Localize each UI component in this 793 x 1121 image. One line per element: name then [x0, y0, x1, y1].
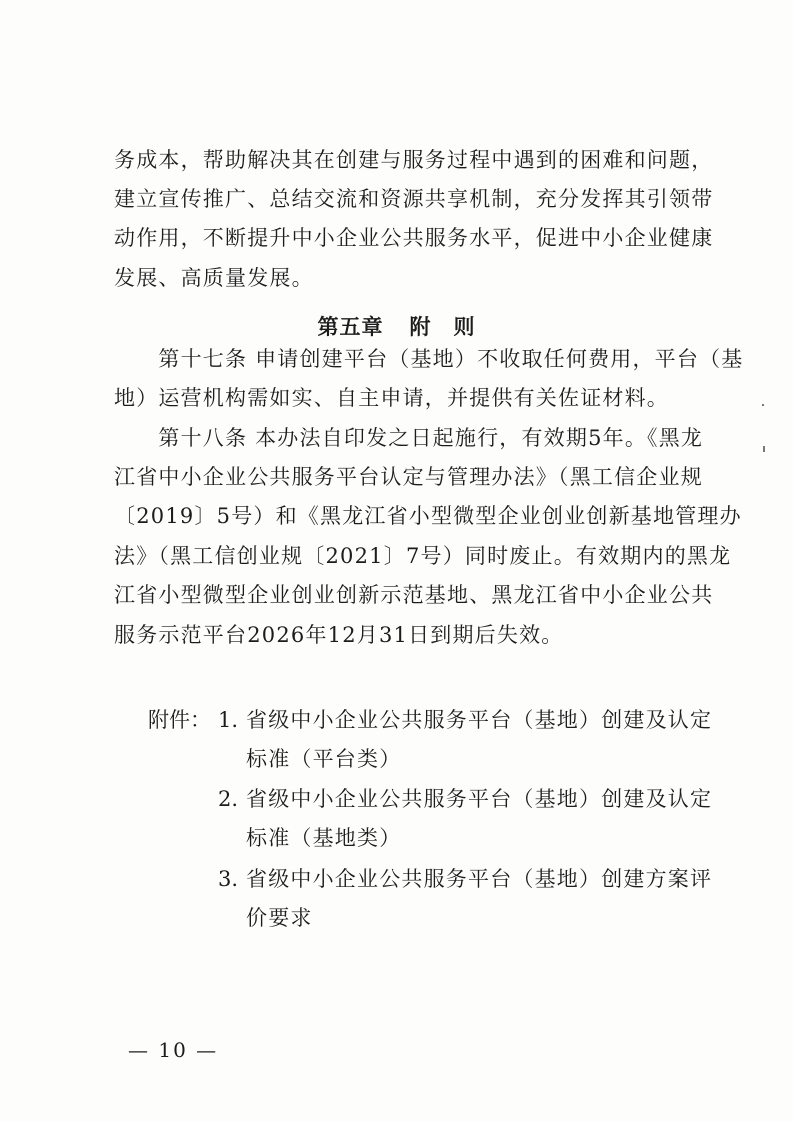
- chapter-number: 第五章: [317, 315, 384, 339]
- page-number: — 10 —: [128, 1038, 219, 1062]
- attachment-title-line: 标准（基地类）: [246, 826, 402, 850]
- article-17-line: 地）运营机构需如实、自主申请，并提供有关佐证材料。: [114, 386, 669, 410]
- attachment-number: 2.: [218, 787, 239, 811]
- attachment-title-line: 标准（平台类）: [246, 747, 402, 771]
- body-line: 建立宣传推广、总结交流和资源共享机制，充分发挥其引领带: [114, 187, 714, 211]
- article-18-line: 法》（黑工信创业规〔2021〕7号）同时废止。有效期内的黑龙: [114, 544, 732, 568]
- body-line: 发展、高质量发展。: [114, 266, 314, 290]
- attachment-number: 3.: [218, 867, 239, 891]
- article-17-line: 第十七条 申请创建平台（基地）不收取任何费用，平台（基: [114, 347, 744, 371]
- scan-speck: [762, 404, 764, 406]
- chapter-heading: [0, 311, 793, 341]
- article-18-line: 江省中小企业公共服务平台认定与管理办法》（黑工信企业规: [114, 465, 703, 489]
- article-18-line: 江省小型微型企业创业创新示范基地、黑龙江省中小企业公共: [114, 583, 714, 607]
- attachment-title-line: 省级中小企业公共服务平台（基地）创建及认定: [246, 787, 713, 811]
- article-18-line: 服务示范平台2026年12月31日到期后失效。: [114, 623, 564, 647]
- attachment-number: 1.: [218, 708, 239, 732]
- body-line: 动作用，不断提升中小企业公共服务水平，促进中小企业健康: [114, 226, 714, 250]
- chapter-title: 附 则: [409, 315, 476, 339]
- attachment-title-line: 省级中小企业公共服务平台（基地）创建及认定: [246, 708, 713, 732]
- attachment-title-line: 省级中小企业公共服务平台（基地）创建方案评: [246, 867, 713, 891]
- article-18-line: 〔2019〕5号）和《黑龙江省小型微型企业创业创新基地管理办: [114, 504, 742, 528]
- scan-speck: [763, 446, 765, 452]
- attachment-title-line: 价要求: [246, 906, 313, 930]
- body-line: 务成本，帮助解决其在创建与服务过程中遇到的困难和问题，: [114, 148, 714, 172]
- article-18-line: 第十八条 本办法自印发之日起施行，有效期5年。《黑龙: [114, 426, 704, 450]
- attachments-label: 附件：: [148, 708, 211, 732]
